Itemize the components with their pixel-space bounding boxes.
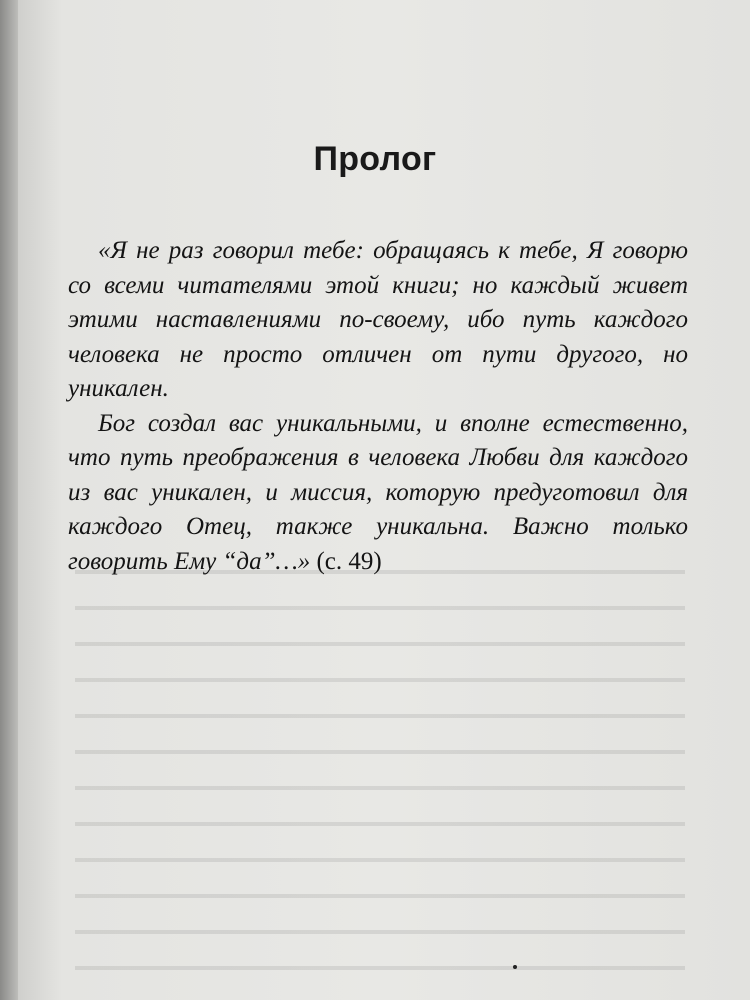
chapter-title: Пролог — [313, 140, 437, 178]
quote-paragraph-1: «Я не раз говорил тебе: обращаясь к тебе, Я говорю со всеми читателями этой книги; но каждый живет этими наставлениями по-своему, ибо путь каждого человека не просто отличен от пути другого, но уникален. — [68, 237, 688, 402]
quote-paragraph-2-text: Бог создал вас уникальными, и вполне естественно, что путь преображения в человека Любви для каждого из вас уникален, и миссия, которую предуготовил для каждого Отец, также уникальна. Важно только говорить Ему “да”…» — [68, 409, 688, 575]
ink-dot — [513, 965, 517, 969]
prologue-quote — [68, 234, 688, 579]
quote-paragraph-2 — [68, 407, 688, 580]
page-citation: (с. 49) — [310, 547, 382, 575]
bleed-through-texture — [75, 547, 685, 990]
